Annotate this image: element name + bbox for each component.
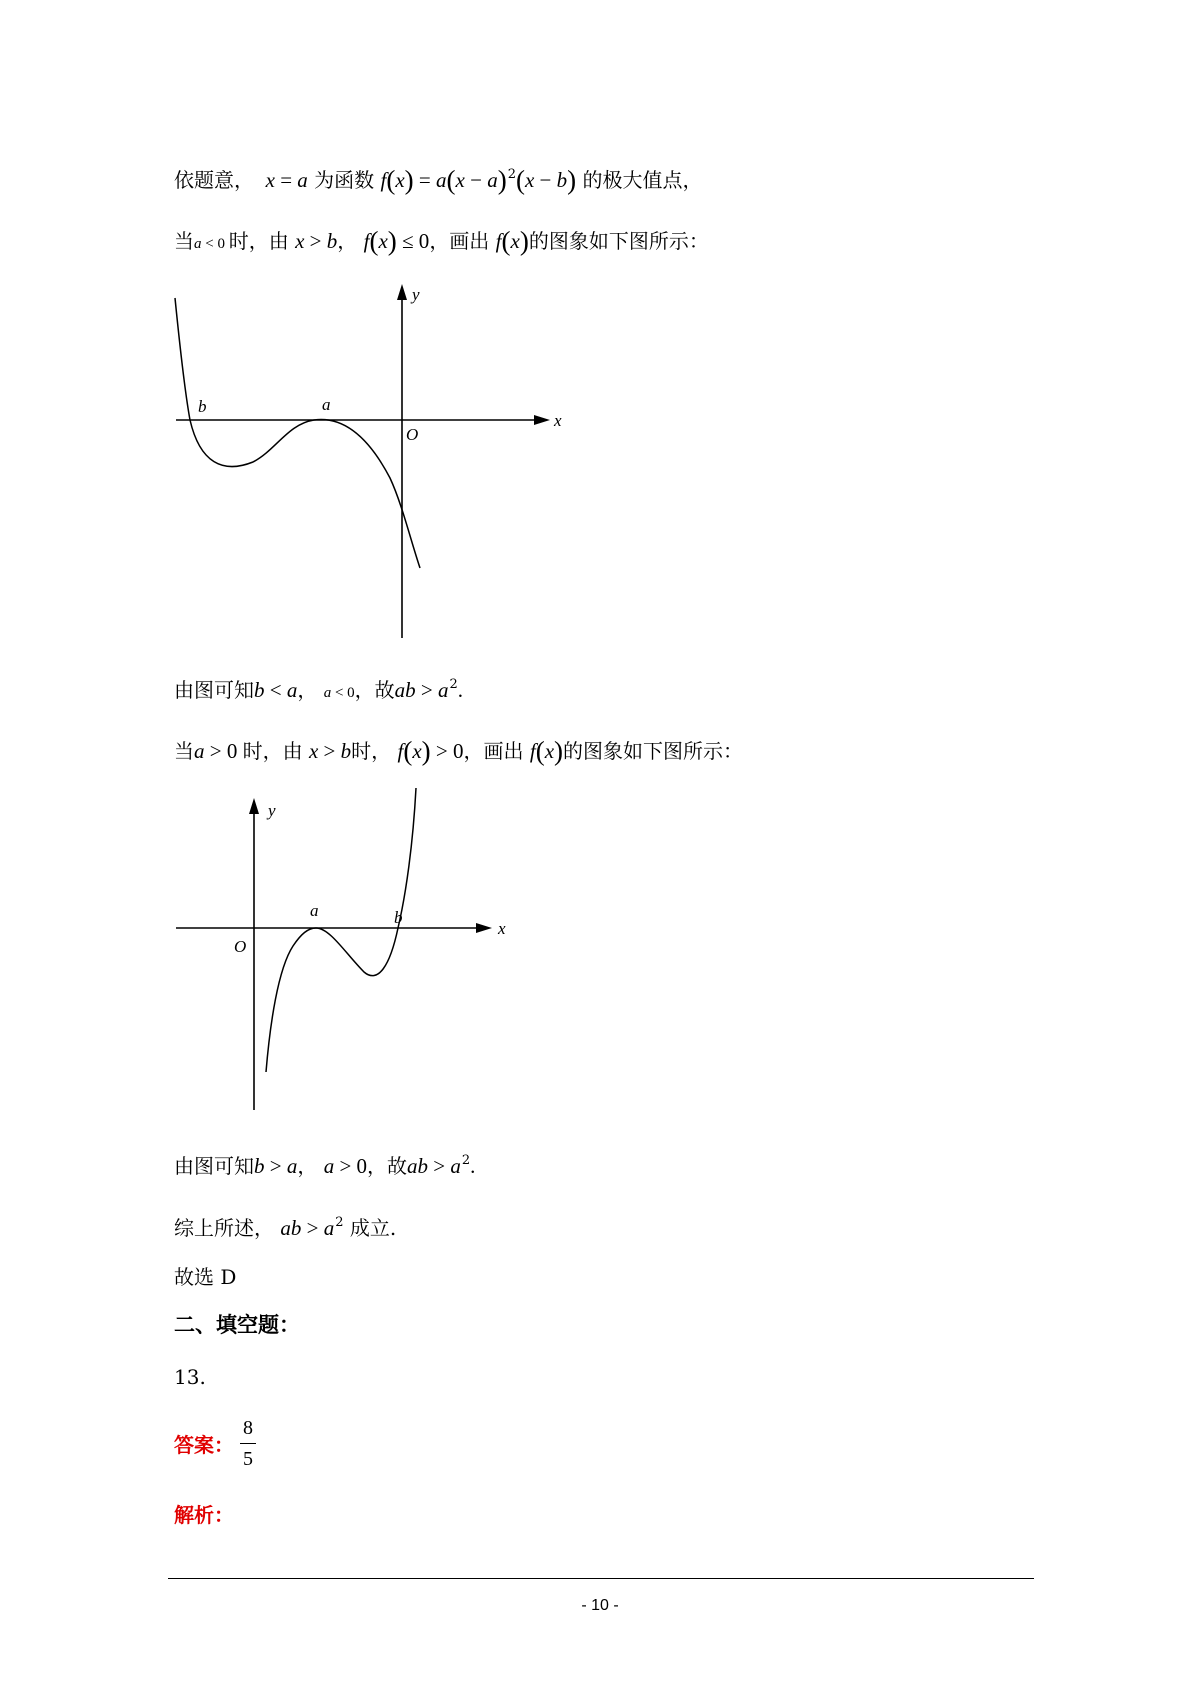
text-line-1: 依题意， x = a 为函数 $f(x) = a(x - a)^2(x - b)$ 的极大值点， — [174, 165, 703, 195]
text-segment: 的图象如下图所示： — [563, 739, 744, 763]
origin-label: O — [234, 937, 247, 956]
math-expression: x — [260, 168, 275, 192]
function-curve — [266, 788, 416, 1072]
x-axis-arrow — [534, 415, 550, 425]
text-segment: 的图象如下图所示： — [528, 229, 709, 253]
text-line-4: 当a > 0 时，由 x > b时， f(x) > 0，画出 f(x)的图象如下图所示： — [174, 736, 744, 766]
text-segment: 由图可知 — [174, 1154, 254, 1178]
math-expression: a — [297, 168, 308, 192]
text-segment: 当 — [174, 229, 194, 253]
fraction-numerator: 8 — [243, 1417, 253, 1439]
answer-fraction — [240, 1416, 256, 1471]
x-axis-label: x — [554, 411, 562, 430]
text-line-3: 由图可知b < a， a < 0，故ab > $a^2$. — [174, 677, 464, 702]
math-expression: a — [194, 236, 202, 252]
text-segment: 为函数 — [314, 168, 375, 192]
question-number: 13. — [174, 1365, 206, 1389]
text-segment: ， — [297, 678, 318, 702]
fraction-bar — [240, 1443, 256, 1444]
text-segment: 依题意， — [174, 168, 254, 192]
text-segment: ，故 — [354, 678, 395, 702]
section-heading: 二、填空题： — [174, 1312, 300, 1337]
fraction-denominator: 5 — [243, 1448, 253, 1470]
analysis-label: 解析： — [174, 1503, 234, 1527]
text-line-7: 故选 D — [174, 1265, 237, 1289]
point-label-a: a — [310, 901, 319, 920]
text-segment: 时，由 — [242, 739, 303, 763]
x-axis-label: x — [498, 919, 506, 938]
math-expression: < 0 — [201, 236, 229, 252]
point-label-b: b — [394, 908, 403, 927]
text-segment: ， — [337, 229, 358, 253]
text-segment: 当 — [174, 739, 194, 763]
origin-label: O — [406, 425, 419, 444]
function-curve — [175, 298, 420, 568]
text-segment: 的极大值点， — [582, 168, 703, 192]
math-expression: = — [274, 168, 298, 192]
graph-figure-2 — [168, 784, 528, 1114]
graph-figure-1 — [168, 278, 578, 640]
y-axis-label: y — [412, 285, 420, 304]
math-expression: f — [380, 168, 387, 192]
text-segment: 成立. — [349, 1216, 397, 1240]
text-line-2: 当a < 0 时，由 x > b， f(x) ≤ 0，画出 f(x)的图象如下图所示： — [174, 226, 709, 256]
point-label-a: a — [322, 395, 331, 414]
page-number: - 10 - — [581, 1597, 619, 1614]
text-segment: ，画出 — [463, 739, 524, 763]
text-segment: 时， — [351, 739, 392, 763]
text-segment: ， — [297, 1154, 318, 1178]
text-segment: 由图可知 — [174, 678, 254, 702]
answer-label: 答案： — [174, 1433, 234, 1457]
point-label-b: b — [198, 397, 207, 416]
y-axis-arrow — [397, 284, 407, 300]
text-line-6: 综上所述， ab > $a^2$ 成立. — [174, 1215, 397, 1240]
y-axis-arrow — [249, 798, 259, 814]
text-segment: 综上所述， — [174, 1216, 274, 1240]
text-segment: 时，由 — [228, 229, 289, 253]
text-line-5: 由图可知b > a， a > 0，故ab > $a^2$. — [174, 1153, 476, 1178]
y-axis-label: y — [268, 801, 276, 820]
footer-rule — [168, 1578, 1034, 1579]
x-axis-arrow — [476, 923, 492, 933]
text-segment: ，故 — [367, 1154, 408, 1178]
text-segment: ，画出 — [429, 229, 490, 253]
